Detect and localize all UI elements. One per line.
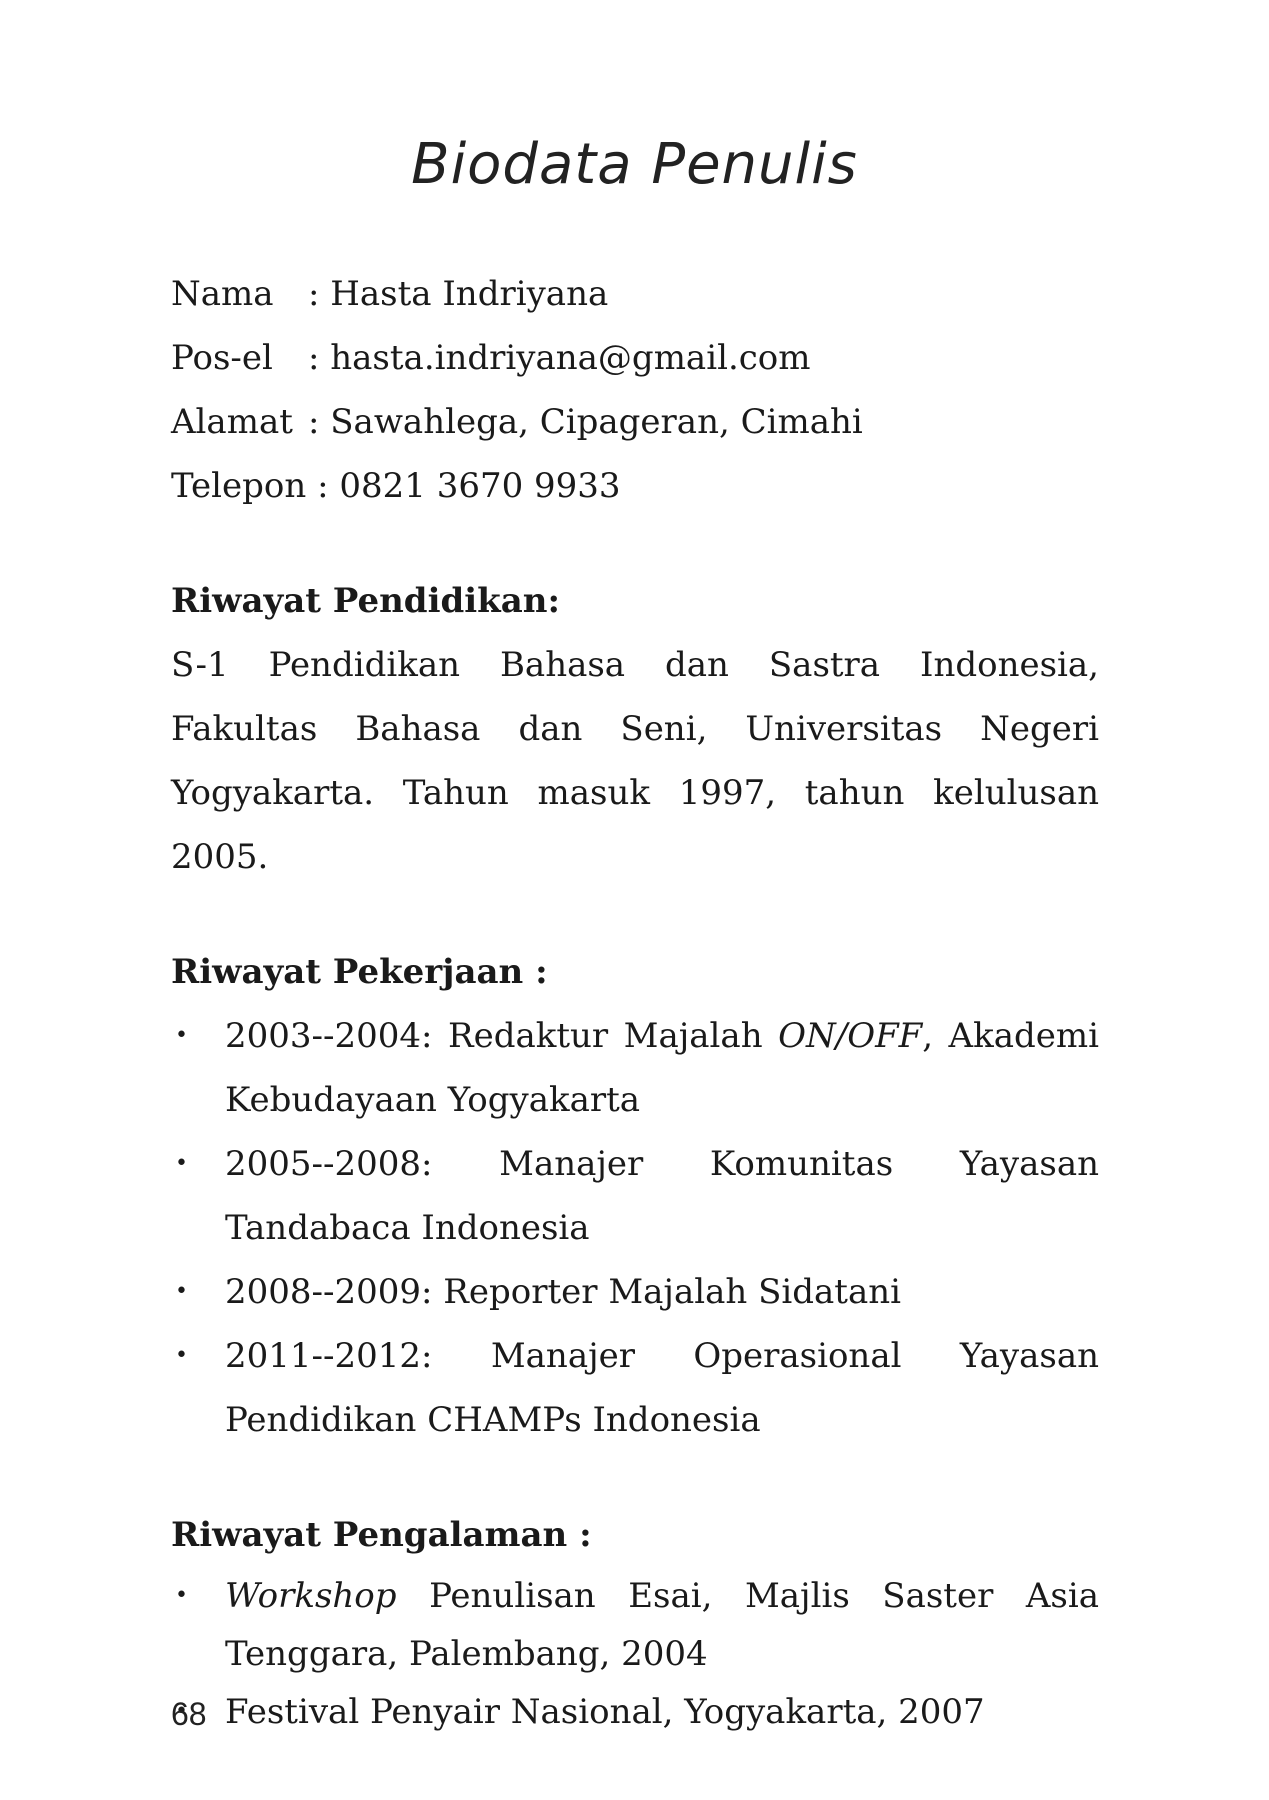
pekerjaan-heading: Riwayat Pekerjaan : — [171, 952, 548, 992]
list-item: • Festival Penyair Nasional, Yogyakarta, 2007 — [171, 1683, 1099, 1741]
telepon-label: Telepon — [171, 466, 307, 506]
posel-value: : hasta.indriyana@gmail.com — [308, 338, 811, 378]
alamat-value: : Sawahlega, Cipageran, Cimahi — [308, 402, 863, 442]
info-row-telepon — [171, 454, 1099, 518]
pendidikan-heading: Riwayat Pendidikan: — [171, 581, 561, 621]
biodata-content — [171, 262, 1099, 1741]
info-row-posel — [171, 326, 1099, 390]
list-item: • 2003--2004: Redaktur Majalah ON/OFF, Akademi Kebudayaan Yogyakarta — [171, 1004, 1099, 1132]
alamat-label: Alamat — [171, 402, 293, 442]
list-item: • 2008--2009: Reporter Majalah Sidatani — [171, 1260, 1099, 1324]
pengalaman-list — [171, 1567, 1099, 1741]
pendidikan-text: S-1 Pendidikan Bahasa dan Sastra Indonesia, Fakultas Bahasa dan Seni, Universitas Negeri Yogyakarta. Tahun masuk 1997, tahun kelulusan 2005. — [171, 645, 1099, 877]
telepon-value: : 0821 3670 9933 — [306, 466, 621, 506]
page-title: Biodata Penulis — [411, 132, 858, 197]
pekerjaan-list — [171, 1004, 1099, 1452]
list-item: • 2005--2008: Manajer Komunitas Yayasan Tandabaca Indonesia — [171, 1132, 1099, 1260]
list-item: • Workshop Penulisan Esai, Majlis Saster Asia Tenggara, Palembang, 2004 — [171, 1567, 1099, 1683]
nama-value: : Hasta Indriyana — [308, 274, 609, 314]
nama-label: Nama — [171, 274, 274, 314]
posel-label: Pos-el — [171, 338, 273, 378]
page-number: 68 — [171, 1696, 207, 1732]
pengalaman-heading: Riwayat Pengalaman : — [171, 1515, 592, 1555]
list-item: • 2011--2012: Manajer Operasional Yayasan Pendidikan CHAMPs Indonesia — [171, 1324, 1099, 1452]
info-row-nama — [171, 262, 1099, 326]
info-row-alamat — [171, 390, 1099, 454]
